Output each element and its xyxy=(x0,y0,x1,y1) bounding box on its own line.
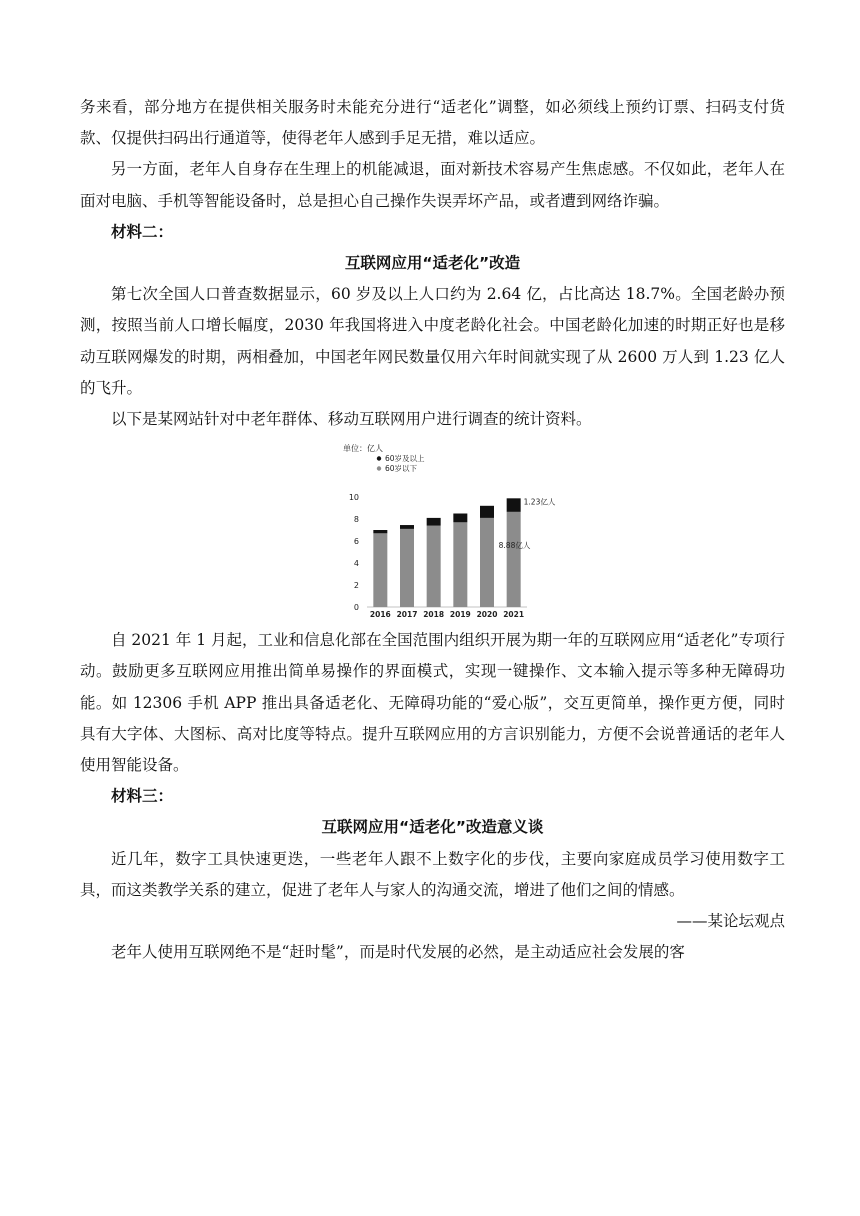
y-tick-label: 8 xyxy=(353,515,359,525)
y-tick-label: 10 xyxy=(348,493,359,503)
paragraph-continued: 务来看，部分地方在提供相关服务时未能充分进行“适老化”调整，如必须线上预约订票、扫码支付货款、仅提供扫码出行通道等，使得老年人感到手足无措，难以适应。 xyxy=(80,98,785,148)
paragraph: 另一方面，老年人自身存在生理上的机能减退，面对新技术容易产生焦虑感。不仅如此，老年人在面对电脑、手机等智能设备时，总是担心自己操作失误弄坏产品，或者遭到网络诈骗。 xyxy=(80,160,785,210)
legend-entry: 60岁及以上 xyxy=(385,454,425,464)
bar-segment xyxy=(373,530,387,533)
x-tick-label: 2016 xyxy=(369,610,391,620)
bar-segment xyxy=(507,512,521,607)
paragraph: 以下是某网站针对中老年群体、移动互联网用户进行调查的统计资料。 xyxy=(111,410,592,429)
bar-segment xyxy=(373,534,387,608)
y-tick-label: 2 xyxy=(353,581,359,591)
y-tick-label: 6 xyxy=(353,537,359,547)
paragraph: 第七次全国人口普查数据显示，60 岁及以上人口约为 2.64 亿，占比高达 18.7%。全国老龄办预测，按照当前人口增长幅度，2030 年我国将进入中度老龄化社会。中国老龄化加速的时期正好也是移动互联网爆发的时期，两相叠加，中国老年网民数量仅用六年时间就实现了从 2600 万人到 1.23 亿人的飞升。 xyxy=(80,285,785,397)
x-tick-label: 2019 xyxy=(449,610,471,620)
material-2-title: 互联网应用“适老化”改造 xyxy=(344,254,521,273)
y-tick-label: 0 xyxy=(353,603,359,613)
bar-segment xyxy=(507,499,521,513)
legend-marker xyxy=(377,467,381,471)
paragraph: 自 2021 年 1 月起，工业和信息化部在全国范围内组织开展为期一年的互联网应用“适老化”专项行动。鼓励更多互联网应用推出简单易操作的界面模式，实现一键操作、文本输入提示等多种无障碍功能。如 12306 手机 APP 推出具备适老化、无障碍功能的“爱心版”，交互更简单，操作更方便，同时具有大字体、大图标、高对比度等特点。提升互联网应用的方言识别能力，方便不会说普通话的老年人使用智能设备。 xyxy=(80,631,785,775)
bar-segment xyxy=(453,523,467,608)
bar-segment xyxy=(400,525,414,529)
x-tick-label: 2017 xyxy=(396,610,418,620)
annotation-label: 8.88亿人 xyxy=(498,541,531,551)
document-page xyxy=(80,92,785,968)
bar-segment xyxy=(480,506,494,518)
x-tick-label: 2018 xyxy=(423,610,445,620)
material-2-label: 材料二： xyxy=(111,222,174,241)
legend-entry: 60岁以下 xyxy=(385,464,418,474)
bar-segment xyxy=(480,518,494,607)
x-tick-label: 2020 xyxy=(476,610,498,620)
legend-marker xyxy=(377,457,381,461)
bar-segment xyxy=(400,529,414,607)
annotation-label: 1.23亿人 xyxy=(523,497,556,507)
chart-unit-label: 单位：亿人 xyxy=(343,444,383,454)
bar-segment xyxy=(427,518,441,526)
paragraph: 近几年，数字工具快速更迭，一些老年人跟不上数字化的步伐，主要向家庭成员学习使用数字工具，而这类教学关系的建立，促进了老年人与家人的沟通交流，增进了他们之间的情感。 xyxy=(80,849,785,899)
material-3-label: 材料三： xyxy=(111,787,174,806)
bar-segment xyxy=(427,526,441,607)
x-tick-label: 2021 xyxy=(503,610,525,620)
stacked-bar-chart-svg xyxy=(343,441,573,621)
y-tick-label: 4 xyxy=(353,559,359,569)
quote-source: ——某论坛观点 xyxy=(676,912,785,931)
bar-chart xyxy=(80,435,785,625)
material-3-title: 互联网应用“适老化”改造意义谈 xyxy=(321,818,544,837)
paragraph: 老年人使用互联网绝不是“赶时髦”，而是时代发展的必然，是主动适应社会发展的客 xyxy=(111,943,685,962)
bar-segment xyxy=(453,514,467,523)
